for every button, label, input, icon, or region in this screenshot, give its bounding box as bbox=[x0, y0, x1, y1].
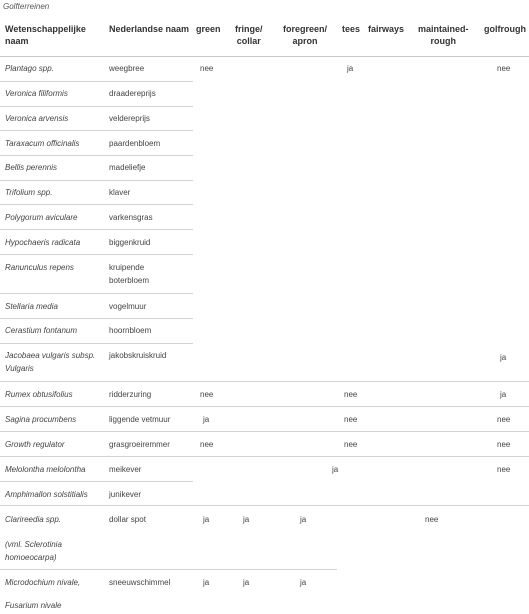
header-wetenschappelijke-naam bbox=[5, 23, 86, 47]
row-divider bbox=[0, 481, 193, 482]
cell-dutch-name: vogelmuur bbox=[109, 302, 147, 311]
cell-scientific-name: Plantago spp. bbox=[5, 64, 54, 73]
cell-dutch-name: liggende vetmuur bbox=[109, 415, 171, 424]
row-divider bbox=[0, 130, 193, 131]
cell-scientific-name: Bellis perennis bbox=[5, 163, 58, 172]
cell-scientific-name: Microdochium nivale, bbox=[5, 578, 81, 587]
cell-scientific-name: Hypochaeris radicata bbox=[5, 238, 81, 247]
cell-dutch-name: veldereprijs bbox=[109, 114, 150, 123]
cell-scientific-name: Vulgaris bbox=[5, 364, 34, 373]
cell-dutch-name: sneeuwschimmel bbox=[109, 578, 171, 587]
cell-dutch-name: biggenkruid bbox=[109, 238, 151, 247]
cell-dutch-name: madeliefje bbox=[109, 163, 146, 172]
row-divider bbox=[0, 456, 529, 457]
cell-tees: nee bbox=[344, 440, 358, 449]
cell-scientific-name: Taraxacum officinalis bbox=[5, 139, 80, 148]
cell-golfrough: ja bbox=[500, 390, 507, 399]
row-divider bbox=[0, 293, 193, 294]
row-divider bbox=[0, 229, 193, 230]
cell-golfrough: nee bbox=[497, 415, 511, 424]
cell-scientific-name: Melolontha melolontha bbox=[5, 465, 86, 474]
row-divider bbox=[0, 318, 193, 319]
cell-green: ja bbox=[203, 578, 210, 587]
header-label: fringe/ bbox=[235, 24, 263, 34]
cell-scientific-name: Sagina procumbens bbox=[5, 415, 77, 424]
header-green: green bbox=[196, 24, 221, 34]
cell-scientific-name: Trifolium spp. bbox=[5, 188, 53, 197]
cell-scientific-name: Cerastium fontanum bbox=[5, 326, 78, 335]
header-label: foregreen/ bbox=[283, 24, 328, 34]
header-maintained-rough bbox=[418, 23, 469, 47]
row-divider bbox=[0, 155, 193, 156]
cell-scientific-name: Ranunculus repens bbox=[5, 263, 74, 272]
header-fringe-collar bbox=[235, 23, 263, 47]
header-label: Wetenschappelijke bbox=[5, 24, 86, 34]
cell-scientific-name: Stellaria media bbox=[5, 302, 58, 311]
row-divider bbox=[0, 106, 193, 107]
cell-green: ja bbox=[203, 515, 210, 524]
cell-foregreen: ja bbox=[332, 465, 339, 474]
cell-dutch-name: junikever bbox=[109, 490, 142, 499]
cell-scientific-name: Growth regulator bbox=[5, 440, 65, 449]
header-label: rough bbox=[430, 36, 456, 46]
cell-golfrough: nee bbox=[497, 64, 511, 73]
cell-dutch-name: boterbloem bbox=[109, 276, 150, 285]
row-divider bbox=[0, 381, 529, 382]
cell-dutch-name: dollar spot bbox=[109, 515, 146, 524]
cell-dutch-name: kruipende bbox=[109, 263, 145, 272]
cell-green: nee bbox=[200, 64, 214, 73]
table-caption: Golfterreinen bbox=[3, 2, 50, 11]
header-foregreen-apron bbox=[283, 23, 327, 47]
cell-scientific-name: Fusarium nivale bbox=[5, 601, 62, 610]
cell-scientific-name: Veronica arvensis bbox=[5, 114, 69, 123]
row-divider bbox=[0, 569, 337, 570]
cell-dutch-name: grasgroeiremmer bbox=[109, 440, 170, 449]
cell-dutch-name: weegbree bbox=[109, 64, 145, 73]
row-divider bbox=[0, 431, 529, 432]
cell-tees: nee bbox=[344, 390, 358, 399]
row-divider bbox=[0, 343, 193, 344]
header-label: maintained- bbox=[418, 24, 469, 34]
row-divider bbox=[0, 180, 193, 181]
cell-dutch-name: ridderzuring bbox=[109, 390, 152, 399]
cell-tees: nee bbox=[344, 415, 358, 424]
cell-dutch-name: draadereprijs bbox=[109, 89, 156, 98]
cell-dutch-name: varkensgras bbox=[109, 213, 153, 222]
row-divider bbox=[0, 254, 193, 255]
row-divider bbox=[0, 505, 529, 506]
cell-foregreen: ja bbox=[300, 578, 307, 587]
header-nederlandse-naam: Nederlandse naam bbox=[109, 24, 190, 34]
header-tees: tees bbox=[342, 24, 361, 34]
cell-golfrough: nee bbox=[497, 440, 511, 449]
cell-scientific-name: Amphimallon solstitialis bbox=[5, 490, 88, 499]
cell-dutch-name: hoornbloem bbox=[109, 326, 152, 335]
header-label: collar bbox=[236, 36, 261, 46]
cell-golfrough: nee bbox=[497, 465, 511, 474]
cell-scientific-name: Jacobaea vulgaris subsp. bbox=[5, 351, 96, 360]
cell-scientific-name: Veronica filiformis bbox=[5, 89, 68, 98]
cell-maintained-rough: nee bbox=[425, 515, 439, 524]
cell-scientific-name: Clarireedia spp. bbox=[5, 515, 62, 524]
cell-dutch-name: paardenbloem bbox=[109, 139, 161, 148]
header-label: naam bbox=[5, 36, 29, 46]
cell-dutch-name: meikever bbox=[109, 465, 142, 474]
cell-golfrough: ja bbox=[500, 353, 507, 362]
cell-scientific-name: homoeocarpa) bbox=[5, 553, 57, 562]
cell-scientific-name: Polygorum aviculare bbox=[5, 213, 78, 222]
cell-tees: ja bbox=[347, 64, 354, 73]
cell-fringe: ja bbox=[243, 578, 250, 587]
cell-dutch-name: jakobskruiskruid bbox=[109, 351, 167, 360]
cell-green: ja bbox=[203, 415, 210, 424]
row-divider bbox=[0, 204, 193, 205]
cell-dutch-name: klaver bbox=[109, 188, 131, 197]
header-divider bbox=[0, 56, 529, 57]
header-fairways: fairways bbox=[368, 24, 405, 34]
cell-fringe: ja bbox=[243, 515, 250, 524]
row-divider bbox=[0, 81, 193, 82]
cell-scientific-name: (vml. Sclerotinia bbox=[5, 540, 62, 549]
cell-scientific-name: Rumex obtusifolius bbox=[5, 390, 73, 399]
cell-green: nee bbox=[200, 440, 214, 449]
header-label: apron bbox=[292, 36, 318, 46]
header-golfrough: golfrough bbox=[484, 24, 526, 34]
row-divider bbox=[0, 406, 529, 407]
cell-green: nee bbox=[200, 390, 214, 399]
cell-foregreen: ja bbox=[300, 515, 307, 524]
